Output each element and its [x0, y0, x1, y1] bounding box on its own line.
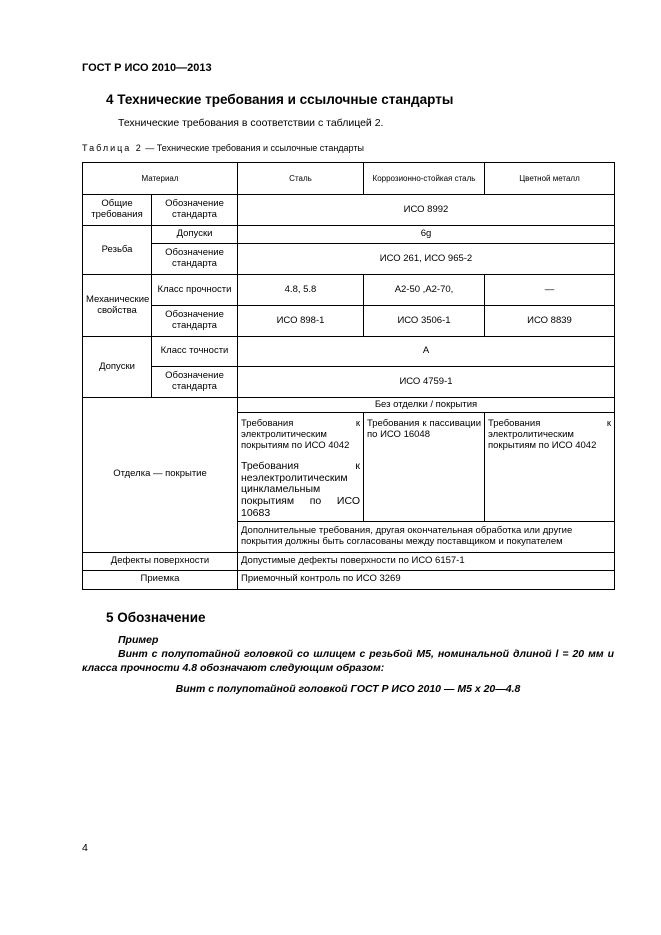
cell-thread-tolerance: 6g: [238, 226, 615, 244]
row-label-general: Общие требования: [83, 195, 152, 226]
row-label-finish: Отделка — покрытие: [83, 398, 238, 553]
cell-general-value: ИСО 8992: [238, 195, 615, 226]
cell-mech-nonferrous-standard: ИСО 8839: [485, 306, 615, 337]
section-4-intro: Технические требования в соответствии с таблицей 2.: [118, 117, 384, 129]
table-caption-number: Таблица 2: [82, 143, 143, 153]
finish-nonferrous-electrolytic: Требования к электролитическим покрытиям по ИСО 4042: [488, 418, 611, 451]
cell-mech-steel-class: 4.8, 5.8: [238, 275, 364, 306]
header-nonferrous: Цветной металл: [485, 163, 615, 195]
header-stainless: Коррозионно-стойкая сталь: [364, 163, 485, 195]
table-row: [83, 552, 615, 570]
table-row: [83, 275, 615, 306]
cell-finish-steel: [238, 413, 364, 522]
row-label-thread: Резьба: [83, 226, 152, 275]
row-label-mechanical: Механические свойства: [83, 275, 152, 337]
table-row: [83, 398, 615, 413]
row-label-defects: Дефекты поверхности: [83, 552, 238, 570]
document-header: ГОСТ Р ИСО 2010—2013: [82, 62, 212, 74]
row-sub-general: Обозначение стандарта: [152, 195, 238, 226]
cell-finish-additional: Дополнительные требования, другая окончательная обработка или другие покрытия должны быть согласованы между поставщиком и покупателем: [238, 521, 615, 552]
cell-tol-standard: ИСО 4759-1: [238, 367, 615, 398]
section-4-heading: 4 Технические требования и ссылочные стандарты: [106, 92, 454, 107]
row-sub-tol-standard: Обозначение стандарта: [152, 367, 238, 398]
designation-example: Винт с полупотайной головкой ГОСТ Р ИСО 2010 — M5 x 20—4.8: [175, 683, 521, 695]
cell-thread-standard: ИСО 261, ИСО 965-2: [238, 244, 615, 275]
table-row: [83, 226, 615, 244]
example-text: Винт с полупотайной головкой со шлицем с резьбой М5, номинальной длиной l = 20 мм и класса прочности 4.8 обозначают следующим образом:: [82, 648, 614, 674]
table-caption-title: — Технические требования и ссылочные стандарты: [142, 143, 364, 153]
row-sub-strength-class: Класс прочности: [152, 275, 238, 306]
table-header-row: [83, 163, 615, 195]
table-row: [83, 570, 615, 589]
row-label-tolerances: Допуски: [83, 337, 152, 398]
cell-accuracy-class: A: [238, 337, 615, 367]
cell-finish-stainless: [364, 413, 485, 522]
cell-mech-stainless-standard: ИСО 3506-1: [364, 306, 485, 337]
row-sub-thread-tolerance: Допуски: [152, 226, 238, 244]
cell-mech-nonferrous-class: —: [485, 275, 615, 306]
cell-defects: Допустимые дефекты поверхности по ИСО 6157-1: [238, 552, 615, 570]
cell-mech-stainless-class: А2-50 ,А2-70,: [364, 275, 485, 306]
requirements-table: [82, 162, 615, 590]
table-row: [83, 306, 615, 337]
row-label-acceptance: Приемка: [83, 570, 238, 589]
row-sub-accuracy-class: Класс точности: [152, 337, 238, 367]
section-5-heading: 5 Обозначение: [106, 610, 206, 625]
finish-steel-electrolytic: Требования к электролитическим покрытиям по ИСО 4042: [241, 418, 360, 451]
row-sub-mech-standard: Обозначение стандарта: [152, 306, 238, 337]
table-caption: [82, 143, 364, 153]
cell-acceptance: Приемочный контроль по ИСО 3269: [238, 570, 615, 589]
cell-no-finish: Без отделки / покрытия: [238, 398, 615, 413]
cell-finish-nonferrous: [485, 413, 615, 522]
finish-steel-zinc-flake: Требования к неэлектролитическим цинкламельным покрытиям по ИСО 10683: [241, 459, 360, 519]
row-sub-thread-standard: Обозначение стандарта: [152, 244, 238, 275]
cell-mech-steel-standard: ИСО 898-1: [238, 306, 364, 337]
page-number: 4: [82, 842, 88, 854]
header-steel: Сталь: [238, 163, 364, 195]
table-row: [83, 367, 615, 398]
table-row: [83, 337, 615, 367]
header-material: Материал: [83, 163, 238, 195]
table-row: [83, 244, 615, 275]
table-row: [83, 195, 615, 226]
example-label: Пример: [118, 634, 159, 646]
finish-stainless-passivation: Требования к пассивации по ИСО 16048: [367, 418, 481, 440]
